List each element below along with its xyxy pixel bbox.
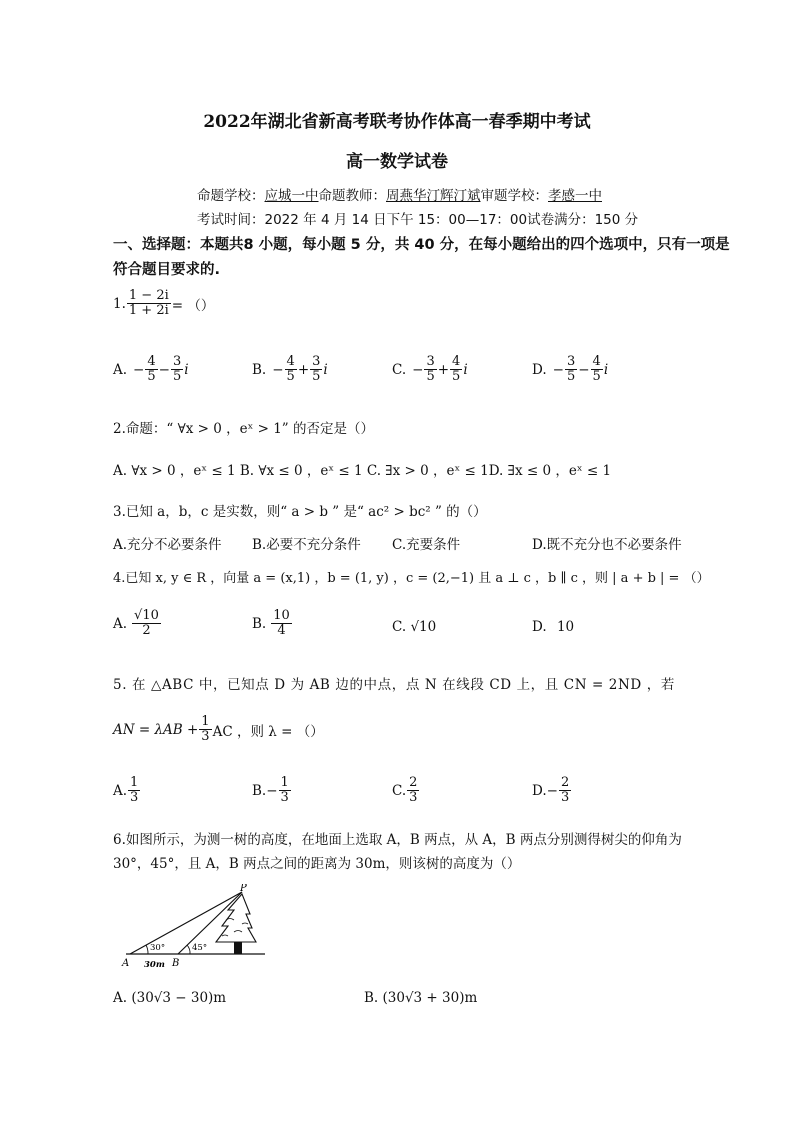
numerator: 3 — [566, 354, 576, 369]
q1-option-d[interactable] — [532, 355, 608, 385]
fraction — [424, 355, 436, 385]
option-label: A. — [113, 615, 128, 632]
denominator: 5 — [592, 369, 601, 385]
exam-subtitle: 高一数学试卷 — [346, 152, 448, 172]
fraction — [591, 355, 603, 385]
q4-option-d[interactable] — [532, 619, 574, 635]
imag-unit: i — [463, 361, 468, 378]
numerator: 3 — [426, 354, 435, 369]
fraction — [565, 355, 577, 385]
sign: − — [266, 782, 278, 799]
q3-option-d[interactable]: D.既不充分也不必要条件 — [532, 537, 682, 553]
numerator: 3 — [172, 354, 182, 369]
numerator: 3 — [312, 354, 321, 369]
q3-option-a[interactable]: A.充分不必要条件 — [113, 537, 222, 553]
option-label: A. — [113, 361, 128, 378]
sign: + — [437, 361, 450, 378]
q5-expression-start: AN = λAB + — [113, 721, 199, 738]
angle-45-label: 45° — [192, 943, 208, 953]
option-label: A. — [113, 782, 128, 799]
question-2-stem: 2.命题：“ ∀x > 0 ，eˣ > 1” 的否定是（） — [113, 421, 374, 437]
q1-denominator: 1 + 2i — [128, 303, 169, 319]
fraction — [271, 609, 292, 639]
distance-label: 30m — [144, 960, 165, 970]
sign: − — [158, 361, 170, 378]
denominator: 3 — [130, 790, 139, 806]
fraction — [132, 609, 161, 639]
sign: − — [272, 361, 284, 378]
q5-option-a[interactable] — [113, 776, 141, 806]
denominator: 5 — [286, 369, 295, 385]
fraction — [407, 776, 419, 806]
fraction — [310, 355, 322, 385]
q4-option-b[interactable] — [252, 609, 293, 639]
option-label: B. — [252, 615, 267, 632]
q1-option-b[interactable] — [252, 355, 328, 385]
option-value: 10 — [556, 619, 575, 635]
question-1-stem — [113, 289, 214, 319]
numerator: 4 — [286, 354, 295, 369]
q1-option-a[interactable] — [113, 355, 189, 385]
imag-unit: i — [323, 361, 328, 378]
fraction — [450, 355, 462, 385]
q3-option-b[interactable]: B.必要不充分条件 — [252, 537, 361, 553]
label-p: P — [240, 884, 247, 894]
q5-option-d[interactable] — [532, 776, 572, 806]
authors-prefix-review: 审题学校： — [480, 188, 548, 204]
option-label: C. — [392, 782, 407, 799]
option-value: √10 — [410, 619, 437, 635]
q1-numerator: 1 − 2i — [128, 288, 169, 303]
question-4-stem: 4.已知 x, y ∈ R ，向量 a = (x,1) ，b = (1, y) ，c = (2,−1) 且 a ⊥ c ，b ∥ c ，则 | a + b | = （） — [113, 571, 710, 586]
denominator: 3 — [409, 790, 418, 806]
q1-number: 1. — [113, 295, 126, 312]
numerator: 1 — [201, 714, 210, 729]
numerator: 1 — [130, 775, 139, 790]
review-school: 孝感一中 — [548, 188, 602, 204]
q1-fraction — [127, 289, 171, 319]
numerator: √10 — [134, 608, 159, 623]
sign: − — [412, 361, 424, 378]
fraction — [559, 776, 571, 806]
numerator: 10 — [273, 608, 290, 623]
denominator: 5 — [147, 369, 156, 385]
authoring-school: 应城一中 — [264, 188, 319, 204]
numerator: 1 — [280, 775, 289, 790]
numerator: 2 — [409, 775, 418, 790]
option-label: C. — [392, 619, 407, 635]
option-label: D. — [532, 619, 547, 635]
fraction — [279, 776, 291, 806]
q4-option-a[interactable] — [113, 609, 162, 639]
sign: − — [133, 361, 145, 378]
denominator: 2 — [142, 623, 151, 639]
denominator: 5 — [452, 369, 461, 385]
question-6-stem-line1: 6.如图所示，为测一树的高度，在地面上选取 A，B 两点，从 A，B 两点分别测得树尖的仰角为 — [113, 832, 682, 848]
sign: − — [578, 361, 590, 378]
sign: + — [297, 361, 310, 378]
q2-options[interactable]: A. ∀x > 0 ，eˣ ≤ 1 B. ∀x ≤ 0 ，eˣ ≤ 1 C. ∃x > 0 ，eˣ ≤ 1D. ∃x ≤ 0 ，eˣ ≤ 1 — [113, 463, 612, 479]
exam-authors-line — [197, 184, 602, 204]
question-6-stem-line2: 30°，45°，且 A，B 两点之间的距离为 30m，则该树的高度为（） — [113, 856, 521, 872]
q4-option-c[interactable] — [392, 619, 436, 635]
option-label: C. — [392, 361, 407, 378]
tree-height-figure — [118, 884, 273, 970]
imag-unit: i — [184, 361, 189, 378]
authors-prefix-teacher: 命题教师： — [318, 188, 386, 204]
q5-expression-end: AC ，则 λ = （） — [212, 723, 324, 740]
angle-arc-b — [187, 945, 190, 954]
label-b: B — [172, 958, 180, 969]
option-label: B. — [252, 361, 267, 378]
angle-arc-a — [146, 945, 148, 954]
denominator: 5 — [566, 369, 576, 385]
imag-unit: i — [603, 361, 609, 378]
label-a: A — [122, 958, 130, 969]
denominator: 5 — [312, 369, 321, 385]
option-label: D. — [532, 361, 547, 378]
option-label: D. — [532, 782, 547, 799]
q5-option-c[interactable] — [392, 776, 420, 806]
exam-title: 2022年湖北省新高考联考协作体高一春季期中考试 — [203, 112, 591, 132]
numerator: 4 — [147, 354, 156, 369]
denominator: 3 — [280, 790, 289, 806]
denominator: 3 — [560, 790, 570, 806]
option-label: B. — [252, 782, 267, 799]
fraction — [128, 776, 140, 806]
denominator: 5 — [426, 369, 435, 385]
denominator: 5 — [172, 369, 182, 385]
q1-option-c[interactable] — [392, 355, 468, 385]
q1-tail: = （） — [171, 297, 215, 314]
question-5-stem-line2 — [113, 715, 324, 745]
angle-30-label: 30° — [150, 943, 166, 953]
question-3-stem: 3.已知 a，b，c 是实数，则“ a > b ” 是“ ac² > bc² ” 的（） — [113, 504, 487, 520]
numerator: 4 — [452, 354, 461, 369]
fraction — [171, 355, 183, 385]
fraction — [285, 355, 297, 385]
numerator: 2 — [560, 775, 570, 790]
q3-option-c[interactable]: C.充要条件 — [392, 537, 461, 553]
sign: − — [552, 361, 564, 378]
authors-prefix-school: 命题学校： — [197, 188, 265, 204]
fraction — [199, 715, 211, 745]
sign: − — [546, 782, 558, 799]
q6-option-a[interactable]: A. (30√3 − 30)m — [113, 990, 227, 1006]
q5-option-b[interactable] — [252, 776, 292, 806]
q6-option-b[interactable]: B. (30√3 + 30)m — [364, 990, 478, 1006]
exam-time-line: 考试时间：2022 年 4 月 14 日下午 15：00—17：00试卷满分：150 分 — [197, 212, 639, 228]
section-heading-line2: 符合题目要求的. — [113, 262, 221, 278]
authoring-teachers: 周燕华汀辉汀斌 — [386, 188, 481, 204]
section-heading-line1: 一、选择题：本题共8 小题，每小题 5 分，共 40 分，在每小题给出的四个选项中，只有一项是 — [113, 237, 730, 253]
numerator: 4 — [592, 354, 601, 369]
question-5-stem-line1: 5. 在 △ABC 中，已知点 D 为 AB 边的中点，点 N 在线段 CD 上，且 CN = 2ND ，若 — [113, 677, 675, 693]
fraction — [145, 355, 157, 385]
denominator: 3 — [201, 729, 210, 745]
denominator: 4 — [277, 623, 286, 639]
